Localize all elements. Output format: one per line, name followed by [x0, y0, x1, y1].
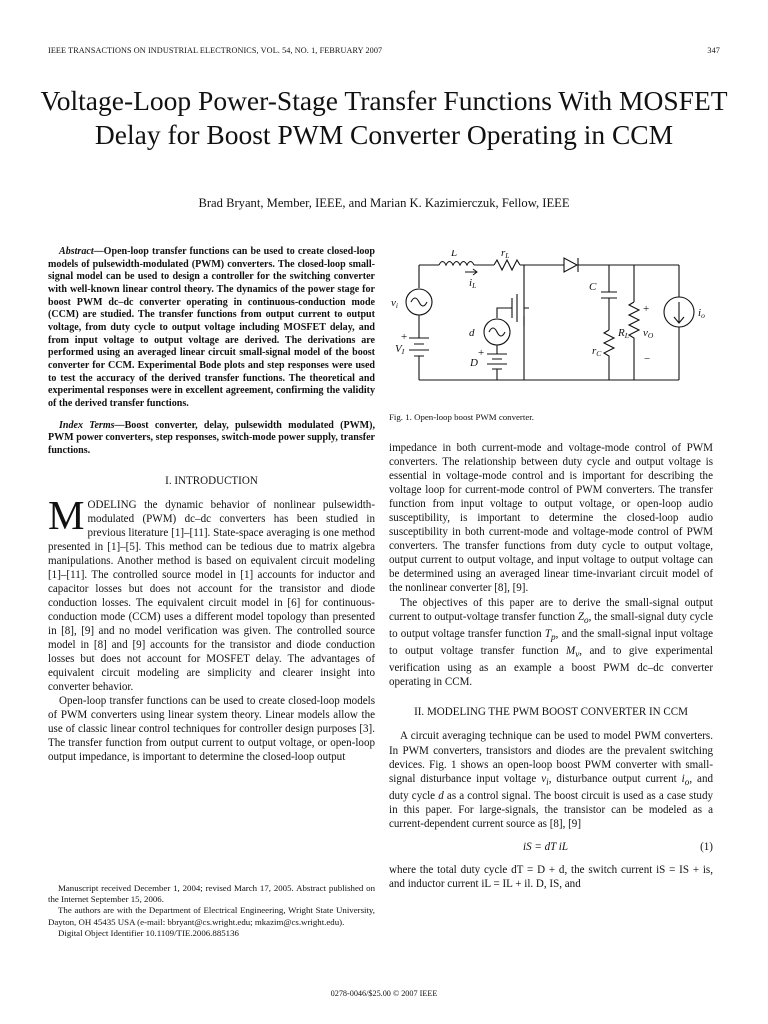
- footnote-doi: Digital Object Identifier 10.1109/TIE.2006.885136: [58, 927, 239, 938]
- index-terms: [48, 420, 375, 458]
- section2-paragraph-1: A circuit averaging technique can be used to model PWM converters. In PWM converters, transistors and diodes are the prevalent switching devices. Fig. 1 shows an open-loop boost PWM converter with small-signal disturbance input voltage $v_i$, disturbance output current $i_o$, and duty cycle d as a control signal. The boost circuit is used as a case study in this paper. For large-signals, the transistor can be modeled as a current-dependent current source as [8], [9]: [389, 730, 713, 830]
- svg-text:rC: rC: [592, 345, 602, 358]
- intro-paragraph-1: [48, 491, 375, 695]
- svg-text:D: [469, 357, 478, 369]
- svg-text:RL: RL: [618, 327, 629, 340]
- symbol-vi: $v_i$: [541, 772, 549, 787]
- d-plus-sign: +: [478, 347, 485, 359]
- abstract-text: Open-loop transfer functions can be used to create closed-loop models of pulsewidth-modulated (PWM) converters. The closed-loop small-signal model can be used to design a controller for the switching converter with well-known linear control theory. The dynamics of the power stage for boost PWM dc–dc converter operating in continuous-conduction mode (CCM) are studied. The transfer functions from output current to output voltage, from duty cycle to output voltage including MOSFET delay, and from input voltage to output voltage are derived. The derivations are performed using an averaged linear circuit small-signal model of the boost converter for CCM. Experimental Bode plots and step responses were used to test the accuracy of the derived transfer functions. The theoretical and experimental responses were in excellent agreement, confirming the validity of the derived transfer functions.: [48, 246, 375, 409]
- author-line: [40, 196, 728, 211]
- vo-minus-sign: −: [644, 353, 651, 365]
- abstract: [48, 246, 375, 411]
- equation-1: [389, 840, 713, 854]
- symbol-d: d: [438, 789, 444, 802]
- symbol-Tp: $T_p$: [544, 627, 556, 643]
- page-number: 347: [707, 46, 720, 55]
- section-heading-1: I. INTRODUCTION: [165, 474, 258, 487]
- footnotes: [48, 883, 375, 939]
- label-vi: v: [391, 297, 396, 309]
- equation-number: (1): [700, 840, 713, 853]
- left-column: [48, 246, 375, 764]
- abstract-label: Abstract—: [59, 246, 104, 257]
- svg-text:C: [589, 281, 597, 293]
- svg-text:iL: iL: [469, 277, 477, 290]
- label-rC: r: [592, 345, 597, 357]
- label-vO: v: [643, 327, 648, 339]
- footnote-received: Manuscript received December 1, 2004; revised March 17, 2005. Abstract published on the Internet September 15, 2006.: [48, 883, 375, 905]
- intro-paragraph-1-text: ODELING the dynamic behavior of nonlinear pulsewidth-modulated (PWM) dc–dc converters has been studied in previous literature [1]–[11]. State-space averaging is one method presented in [1]–[5]. This method can be tedious due to matrix algebra manipulations. Another method is based on equivalent circuit modeling [1]–[11]. The controlled source model in [1] accounts for inductor and capacitor losses but does not account for the transistor and diode conduction losses. The equivalent circuit model in [6] for continuous-conduction mode (CCM) uses a different model topology than presented in [8], [9] and no model verification was given. The controlled source model in [8] and [9] accounts for the transistor and diode conduction losses but does not account for MOSFET delay. The advantages of equivalent circuit modeling are simplicity and clearer insight into converter behavior.: [48, 498, 375, 694]
- paper-title: Voltage-Loop Power-Stage Transfer Functions With MOSFET Delay for Boost PWM Converter Operating in CCM: [40, 85, 728, 150]
- right-paragraph-1: impedance in both current-mode and voltage-mode control of PWM converters. The relationship between duty cycle and output voltage is essential in voltage-mode control and is important for describing the voltage loop for current-mode control of PWM converters. The transfer function from input voltage to output voltage, or open-loop audio susceptibility, is important to determine the closed-loop audio susceptibility in both current-mode and voltage-mode control of PWM converters. The transfer functions from duty cycle to output voltage, output current to output voltage, and input voltage to output voltage can be determined using an averaged linear time-invariant circuit model of the nonlinear converter [8], [9].: [389, 442, 713, 595]
- copyright-footer: 0278-0046/$25.00 © 2007 IEEE: [330, 989, 438, 998]
- section2-paragraph-2: where the total duty cycle dT = D + d, the switch current iS = IS + is, and inductor current iL = IL + il. D, IS, and: [389, 864, 713, 891]
- svg-text:rL: rL: [501, 250, 509, 260]
- svg-text:VI: VI: [395, 343, 405, 356]
- index-terms-text: Boost converter, delay, pulsewidth modulated (PWM), PWM power converters, step responses, switch-mode power supply, transfer functions.: [48, 419, 375, 456]
- svg-text:vi: vi: [391, 297, 398, 310]
- label-VI: V: [395, 343, 402, 355]
- symbol-Zo: $Z_o$: [577, 610, 589, 625]
- label-rL: r: [501, 250, 506, 259]
- label-C: C: [589, 281, 597, 293]
- right-column: [389, 441, 713, 891]
- vo-plus-sign: +: [643, 303, 650, 315]
- circuit-figure: [389, 250, 713, 425]
- label-D: D: [470, 357, 478, 369]
- index-terms-label: Index Terms—: [59, 419, 125, 431]
- svg-text:io: io: [698, 307, 705, 320]
- svg-text:d: [469, 327, 475, 339]
- label-RL: R: [618, 327, 625, 339]
- equation-expression: iS = dT iL: [523, 840, 569, 853]
- figure-caption: Fig. 1. Open-loop boost PWM converter.: [389, 412, 534, 422]
- symbol-Mv: $M_v$: [566, 645, 580, 660]
- symbol-io: $i_o$: [681, 772, 690, 787]
- right-paragraph-2: The objectives of this paper are to derive the small-signal output current to output-voltage transfer function $Z_o$, the small-signal duty cycle to output voltage transfer function $T_p$, and the small-signal input voltage to output voltage transfer function $M_v$, and to give experimental verification using as an example a boost PWM dc–dc converter operating in CCM.: [389, 596, 714, 689]
- authors: Brad Bryant, Member, IEEE, and Marian K. Kazimierczuk, Fellow, IEEE: [198, 196, 570, 210]
- vi-plus-sign: +: [401, 331, 408, 343]
- label-io: i: [698, 307, 702, 319]
- drop-cap: M: [48, 491, 85, 538]
- running-header: [48, 46, 720, 55]
- journal-name: IEEE TRANSACTIONS ON INDUSTRIAL ELECTRONICS, VOL. 54, NO. 1, FEBRUARY 2007: [48, 46, 383, 55]
- label-d: d: [469, 327, 475, 339]
- label-iL: i: [469, 277, 473, 289]
- footnote-affiliation: The authors are with the Department of Electrical Engineering, Wright State University, Dayton, OH 45435 USA (e-mail: bbryant@cs.wright.edu; mkazim@cs.wright.edu).: [48, 905, 375, 927]
- section-heading-2: II. MODELING THE PWM BOOST CONVERTER IN CCM: [414, 706, 688, 719]
- label-L: L: [451, 250, 458, 259]
- svg-text:L: [450, 250, 457, 259]
- svg-text:vO: vO: [643, 327, 654, 340]
- intro-paragraph-2: Open-loop transfer functions can be used to create closed-loop models of PWM converters using linear system theory. Linear models allow the use of classic linear control techniques for controller design purposes [3]. The transfer function from output current to output voltage, or open-loop output impedance, is important to determine the closed-loop output: [48, 695, 375, 764]
